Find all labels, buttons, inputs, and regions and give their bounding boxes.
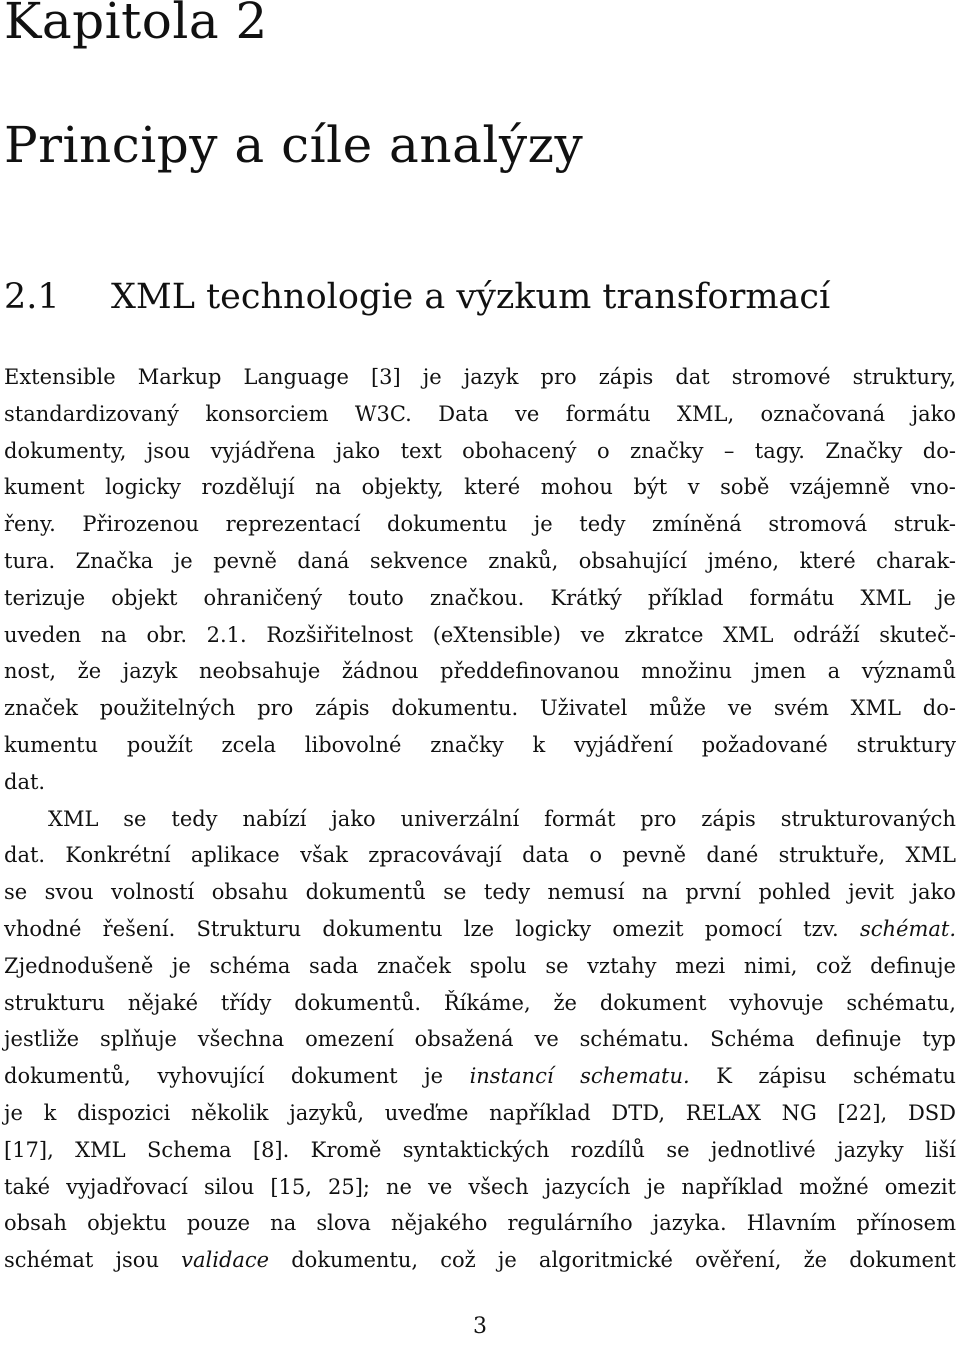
body-line: také vyjadřovací silou [15, 25]; ne ve všech jazycích je například možné omezit xyxy=(4,1174,956,1199)
body-line: standardizovaný konsorciem W3C. Data ve formátu XML, označovaná jako xyxy=(4,401,956,426)
body-line: kument logicky rozdělují na objekty, které mohou být v sobě vzájemně vno- xyxy=(4,475,956,500)
section-title: XML technologie a výzkum transformací xyxy=(111,277,831,317)
body-line: Extensible Markup Language [3] je jazyk pro zápis dat stromové struktury, xyxy=(4,365,956,389)
section-number: 2.1 xyxy=(4,277,60,317)
body-line: dokumenty, jsou vyjádřena jako text obohacený o značky – tagy. Značky do- xyxy=(4,438,956,463)
body-line: dokumentů, vyhovující dokument je instancí schematu. K zápisu schématu xyxy=(4,1064,956,1089)
body-line: XML se tedy nabízí jako univerzální formát pro zápis strukturovaných xyxy=(48,806,956,831)
chapter-title: Principy a cíle analýzy xyxy=(4,116,584,174)
body-line: jestliže splňuje všechna omezení obsažená ve schématu. Schéma definuje typ xyxy=(4,1027,956,1052)
body-line: je k dispozici několik jazyků, uveďme například DTD, RELAX NG [22], DSD xyxy=(4,1101,956,1125)
body-line: obsah objektu pouze na slova nějakého regulárního jazyka. Hlavním přínosem xyxy=(4,1211,956,1236)
body-line: terizuje objekt ohraničený touto značkou. Krátký příklad formátu XML je xyxy=(4,585,956,610)
body-line: se svou volností obsahu dokumentů se tedy nemusí na první pohled jevit jako xyxy=(4,880,956,905)
body-line: značek použitelných pro zápis dokumentu. Uživatel může ve svém XML do- xyxy=(4,696,956,721)
body-line: Zjednodušeně je schéma sada značek spolu se vztahy mezi nimi, což definuje xyxy=(4,953,956,978)
body-line: strukturu nějaké třídy dokumentů. Říkáme, že dokument vyhovuje schématu, xyxy=(4,990,956,1015)
body-line: tura. Značka je pevně daná sekvence znaků, obsahující jméno, které charak- xyxy=(4,549,956,573)
body-line: dat. xyxy=(4,769,46,794)
body-line: řeny. Přirozenou reprezentací dokumentu je tedy zmíněná stromová struk- xyxy=(4,512,956,537)
body-line: dat. Konkrétní aplikace však zpracovávají data o pevně dané struktuře, XML xyxy=(4,843,956,868)
chapter-label: Kapitola 2 xyxy=(4,0,268,50)
body-line: schémat jsou validace dokumentu, což je algoritmické ověření, že dokument xyxy=(4,1248,956,1273)
body-line: kumentu použít zcela libovolné značky k vyjádření požadované struktury xyxy=(4,733,956,757)
section-heading xyxy=(4,278,830,317)
body-line: uveden na obr. 2.1. Rozšiřitelnost (eXtensible) ve zkratce XML odráží skuteč- xyxy=(4,622,956,647)
body-line: [17], XML Schema [8]. Kromě syntaktických rozdílů se jednotlivé jazyky liší xyxy=(4,1137,956,1162)
page-number: 3 xyxy=(473,1314,487,1339)
body-line: vhodné řešení. Strukturu dokumentu lze logicky omezit pomocí tzv. schémat. xyxy=(4,917,956,941)
body-line: nost, že jazyk neobsahuje žádnou předdefinovanou množinu jmen a významů xyxy=(4,659,956,684)
